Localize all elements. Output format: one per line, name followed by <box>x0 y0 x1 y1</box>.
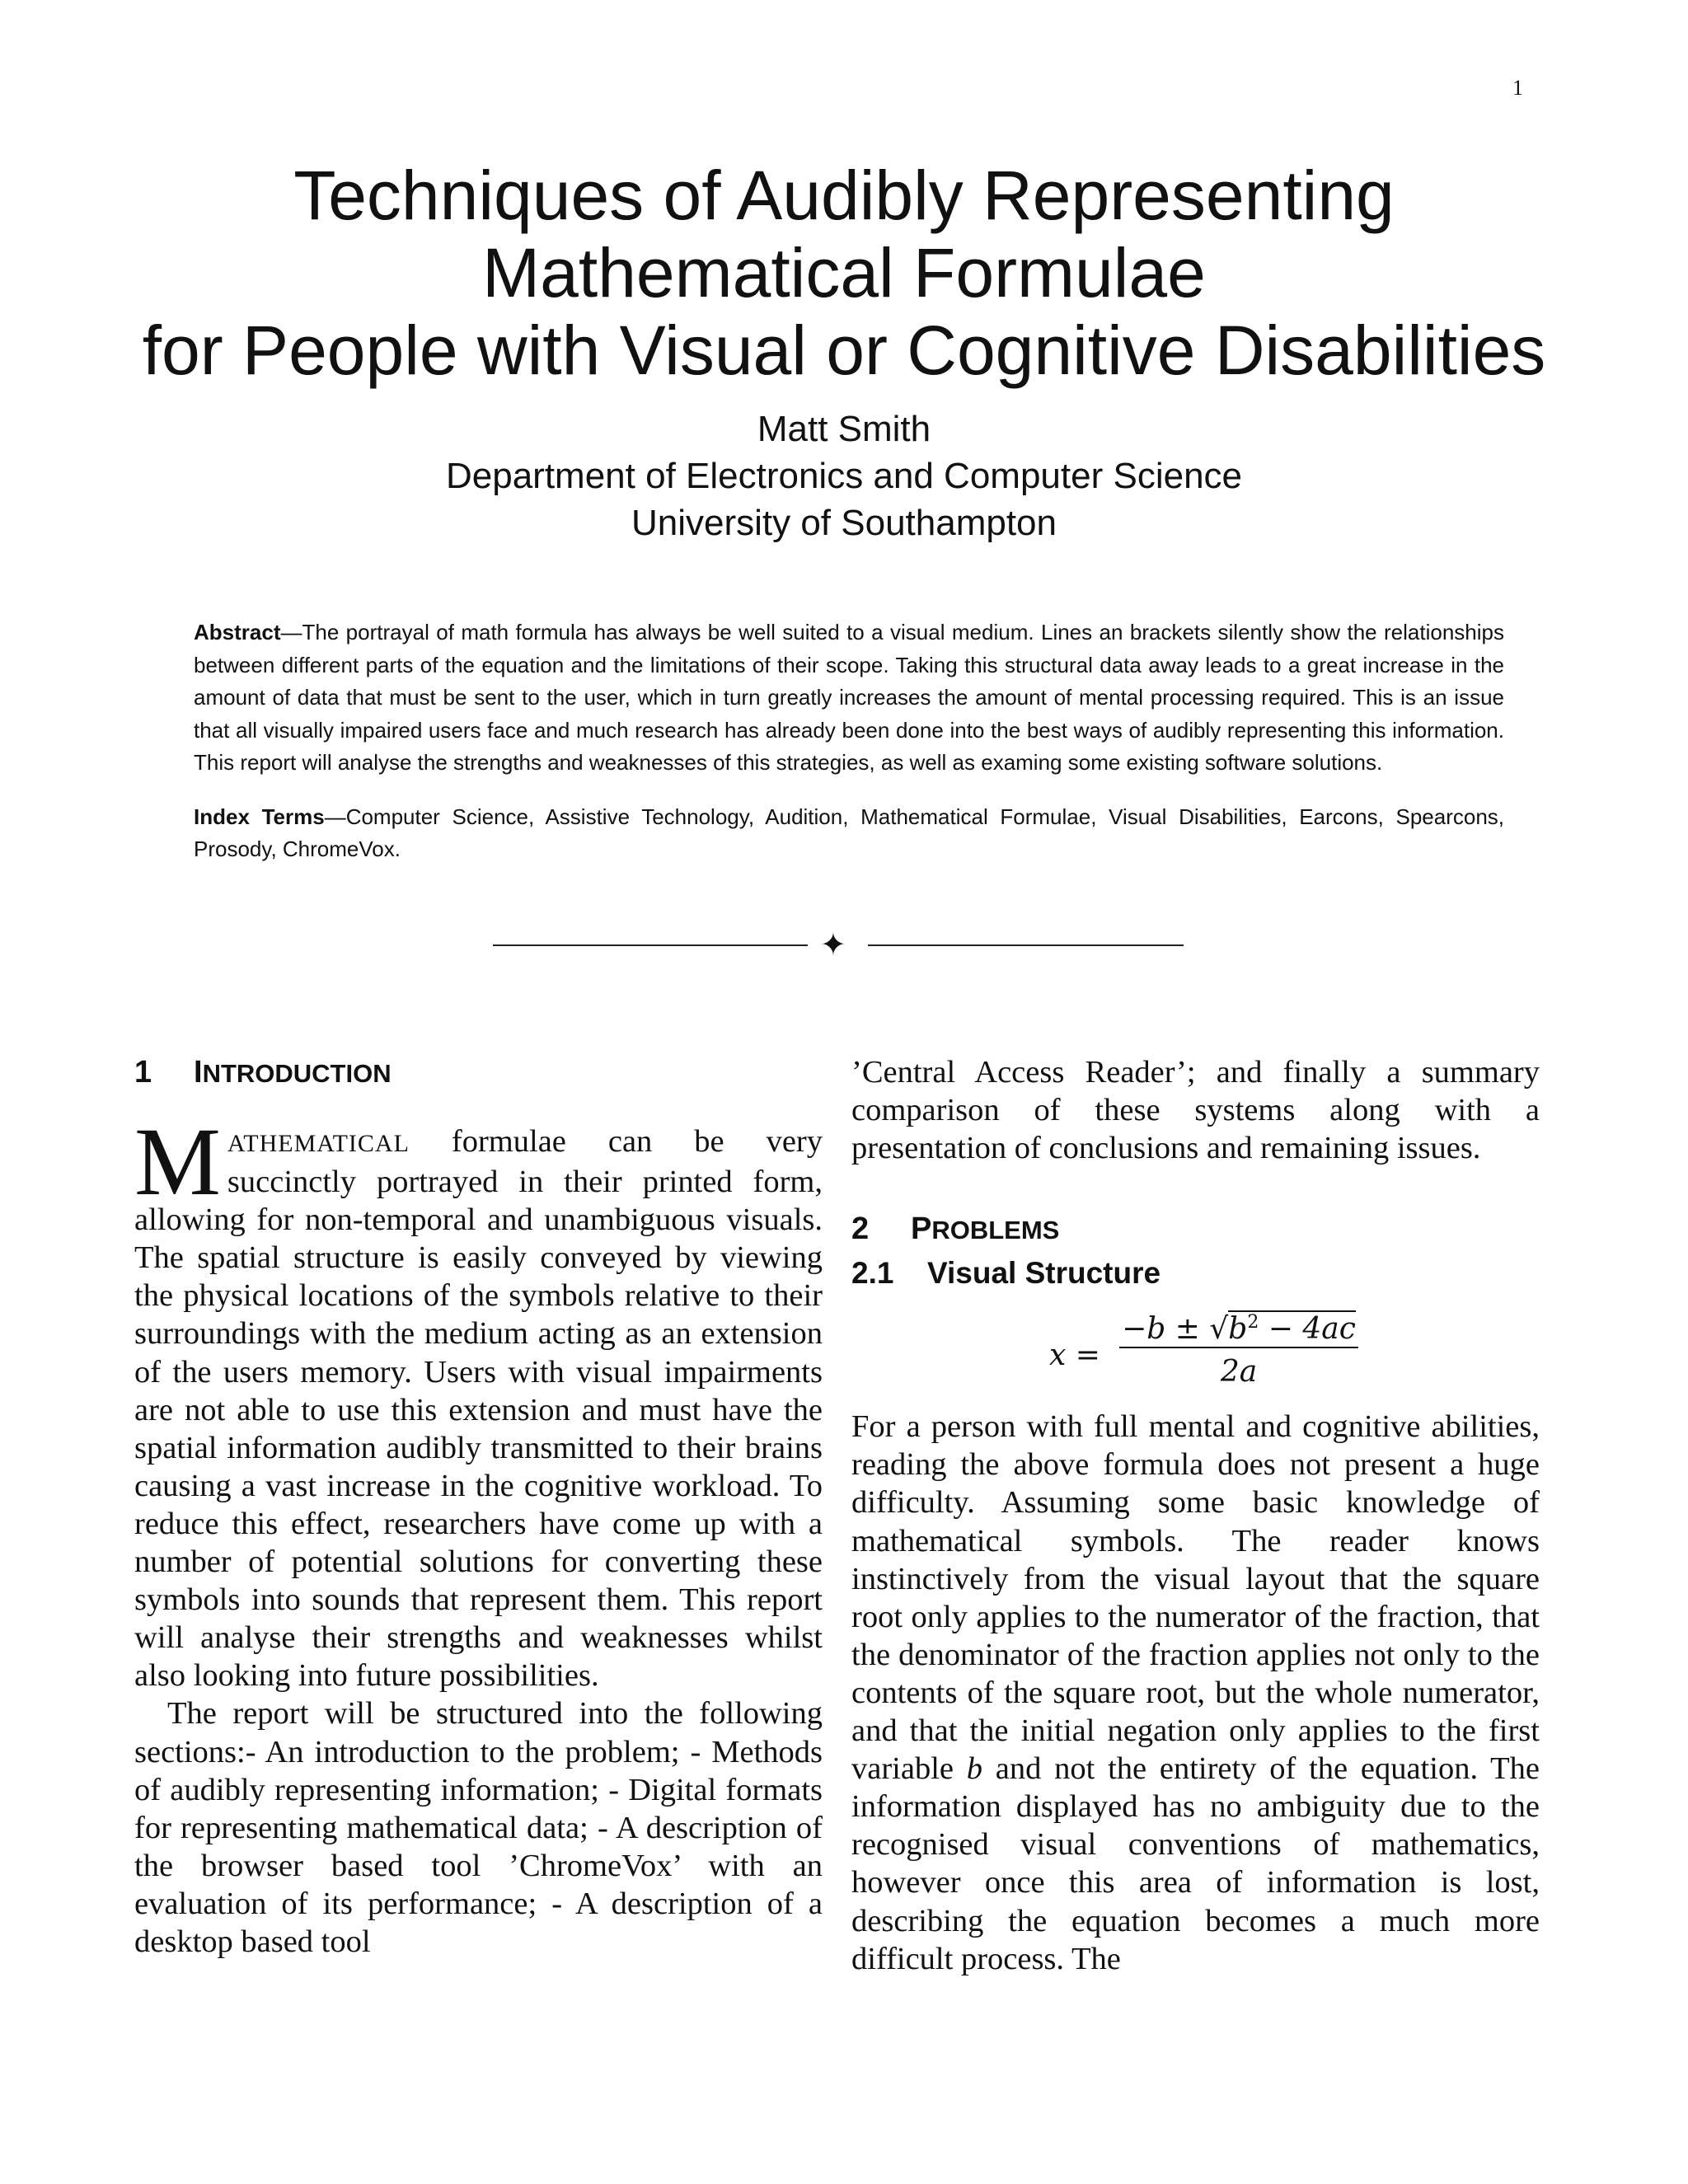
section-title-rest: NTRODUCTION <box>202 1059 392 1088</box>
first-word-smallcaps: ATHEMATICAL <box>227 1130 410 1157</box>
section-title-initial: I <box>194 1055 203 1090</box>
problems-paragraph-text-end: and not the entirety of the equation. The information displayed has no ambiguity due to the recognised visual conventions of mathematics, however once this area of information is lost, describing the equation becomes a much more difficult process. The <box>851 1751 1540 1976</box>
section-heading-problems <box>851 1210 1540 1249</box>
abstract-label: Abstract <box>194 620 281 644</box>
quadratic-formula-equation <box>851 1304 1540 1401</box>
abstract <box>194 616 1504 780</box>
index-terms-label: Index Terms <box>194 804 325 829</box>
intro-paragraph-2: The report will be structured into the following sections:- An introduction to the problem; - Methods of audibly representing information; - Digital formats for representing mathematical data; - A description of the browser based tool ’ChromeVox’ with an evaluation of its performance; - A description of a desktop based tool <box>134 1696 823 1959</box>
abstract-text: —The portrayal of math formula has always be well suited to a visual medium. Lines an brackets silently show the relationships between different parts of the equation and the limitations of their scope. Taking this structural data away leads to a great increase in the amount of data that must be sent to the user, which in turn greatly increases the amount of mental processing required. This is an issue that all visually impaired users face and much research has already been done into the best ways of audibly representing this information. This report will analyse the strengths and weaknesses of this strategies, as well as examing some existing software solutions. <box>194 620 1504 775</box>
problems-paragraph <box>851 1408 1540 1977</box>
variable-b: b <box>966 1751 982 1787</box>
separator-line-right <box>868 944 1184 946</box>
subsection-heading-visual-structure <box>851 1254 1540 1292</box>
paper-title-line-3: for People with Visual or Cognitive Disabilities <box>142 312 1546 389</box>
index-terms <box>194 801 1504 866</box>
sqrt-icon: √ <box>1209 1312 1229 1347</box>
subsection-number: 2.1 <box>851 1256 894 1291</box>
section-heading-introduction <box>134 1053 823 1093</box>
equation-lhs-var: x <box>1049 1338 1067 1373</box>
radicand <box>1228 1310 1356 1346</box>
title-block <box>0 157 1688 546</box>
index-terms-text: —Computer Science, Assistive Technology, Audition, Mathematical Formulae, Visual Disabilities, Earcons, Spearcons, Prosody, ChromeVox. <box>194 804 1504 861</box>
radicand-exponent: 2 <box>1247 1312 1259 1333</box>
section-separator <box>0 928 1688 961</box>
intro-paragraph-1-text: formulae can be very succinctly portrayed in their printed form, allowing for non-temporal and unambiguous visuals. The spatial structure is easily conveyed by viewing the physical locations of the symbols relative to their surroundings with the medium acting as an extension of the users memory. Users with visual impairments are not able to use this extension and must have the spatial information audibly transmitted to their brains causing a vast increase in the cognitive workload. To reduce this effect, researchers have come up with a number of potential solutions for converting these symbols into sounds that represent them. This report will analyse their strengths and weaknesses whilst also looking into future possibilities. <box>134 1124 823 1694</box>
radicand-b: b <box>1228 1312 1248 1347</box>
intro-paragraph-1 <box>134 1108 823 1694</box>
paper-title-line-2: Mathematical Formulae <box>482 234 1206 312</box>
author-department: Department of Electronics and Computer Science <box>445 456 1243 496</box>
problems-paragraph-text-start: For a person with full mental and cognitive abilities, reading the above formula does not present a huge difficulty. Assuming some basic knowledge of mathematical symbols. The reader knows instinctively from the visual layout that the square root only applies to the numerator of the fraction, that the denominator of the fraction applies not only to the contents of the square root, but the whole numerator, and that the initial negation only applies to the first variable <box>851 1409 1540 1787</box>
separator-diamond-icon: ✦ <box>820 926 846 963</box>
section-title-rest: ROBLEMS <box>931 1216 1060 1245</box>
section-number: 1 <box>134 1055 152 1090</box>
subsection-title: Visual Structure <box>927 1256 1161 1291</box>
author-block <box>0 405 1688 546</box>
right-column <box>851 1053 1540 1978</box>
equation-denominator: 2a <box>1220 1355 1258 1390</box>
author-university: University of Southampton <box>631 503 1057 543</box>
separator-line-left <box>493 944 808 946</box>
abstract-block <box>194 616 1504 866</box>
fraction-bar <box>1119 1347 1358 1348</box>
section-number: 2 <box>851 1212 870 1247</box>
drop-cap: M <box>134 1108 221 1216</box>
equation-numerator <box>1119 1304 1358 1348</box>
section-title-initial: P <box>911 1212 932 1247</box>
equation-lhs <box>1049 1337 1100 1375</box>
page-number: 1 <box>1512 76 1523 100</box>
intro-paragraph-2-continuation: ’Central Access Reader’; and finally a summary comparison of these systems along with a presentation of conclusions and remaining issues. <box>851 1055 1540 1166</box>
numerator-prefix: −b ± <box>1122 1312 1210 1347</box>
paper-title-line-1: Techniques of Audibly Representing <box>293 157 1395 234</box>
radicand-rest: − 4ac <box>1259 1312 1356 1347</box>
left-column <box>134 1053 823 1961</box>
author-name: Matt Smith <box>757 409 931 449</box>
equation-equals: = <box>1075 1338 1100 1373</box>
